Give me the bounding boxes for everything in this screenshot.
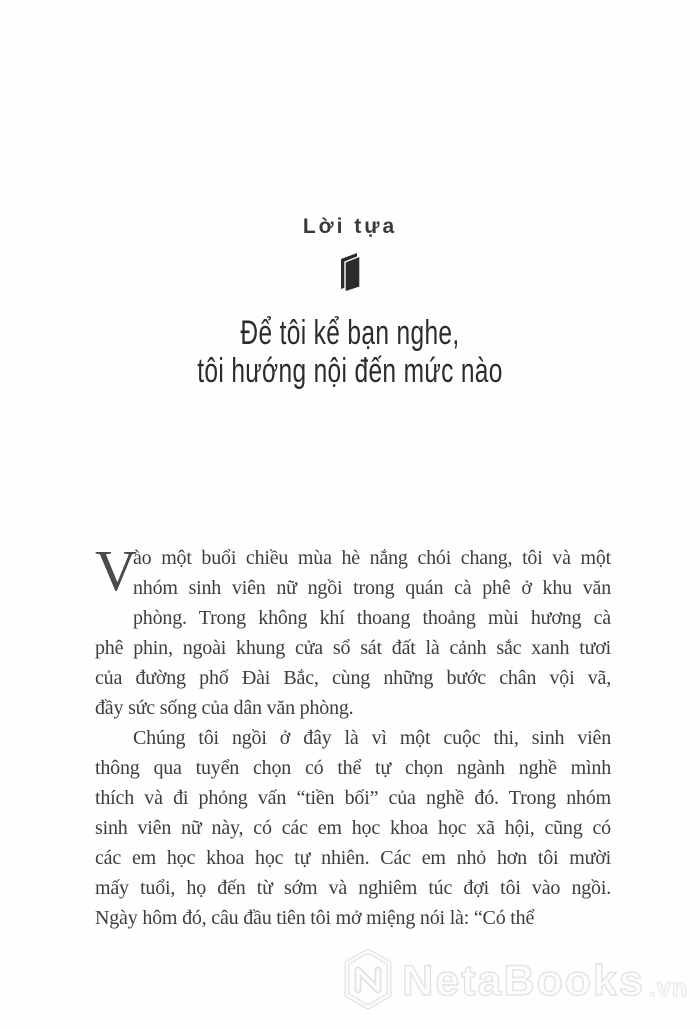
paragraph-2 [95,723,611,933]
body-line: ào một buổi chiều mùa hè nắng chói chang, tôi và một [133,547,611,569]
drop-cap: V [95,538,137,603]
body-line: nhóm sinh viên nữ ngồi trong quán cà phê ở khu văn [133,577,611,599]
body-text [95,538,611,933]
body-line: mấy tuổi, họ đến từ sớm và nghiêm túc đợi tôi vào ngồi. [95,877,611,899]
book-icon [0,252,700,292]
body-line: các em học khoa học tự nhiên. Các em nhỏ hơn tôi mười [95,847,611,869]
body-line: Ngày hôm đó, câu đầu tiên tôi mở miệng nói là: “Có thể [95,907,535,929]
body-line: của đường phố Đài Bắc, cùng những bước chân vội vã, [95,667,611,689]
watermark-brand: NetaBooks [402,957,645,1005]
body-line: phòng. Trong không khí thoang thoảng mùi hương cà [133,607,611,629]
paragraph-1 [95,538,611,723]
chapter-title [98,314,602,390]
watermark-tld: .vn [648,974,688,1002]
chapter-title-line-1: Để tôi kể bạn nghe, [240,314,460,352]
body-line: thích và đi phỏng vấn “tiền bối” của nghề đó. Trong nhóm [95,787,611,809]
section-label: Lời tựa [302,215,398,238]
body-line: Chúng tôi ngồi ở đây là vì một cuộc thi, sinh viên [133,727,611,749]
watermark [344,948,688,1015]
body-line: phê phin, ngoài khung cửa sổ sát đất là cảnh sắc xanh tươi [95,637,611,659]
chapter-title-line-2: tôi hướng nội đến mức nào [197,352,503,390]
body-line: sinh viên nữ này, có các em học khoa học xã hội, cũng có [95,817,611,839]
body-line: đầy sức sống của dân văn phòng. [95,697,354,719]
hexagon-n-icon [344,948,392,1015]
body-line: thông qua tuyển chọn có thể tự chọn ngành nghề mình [95,757,611,779]
